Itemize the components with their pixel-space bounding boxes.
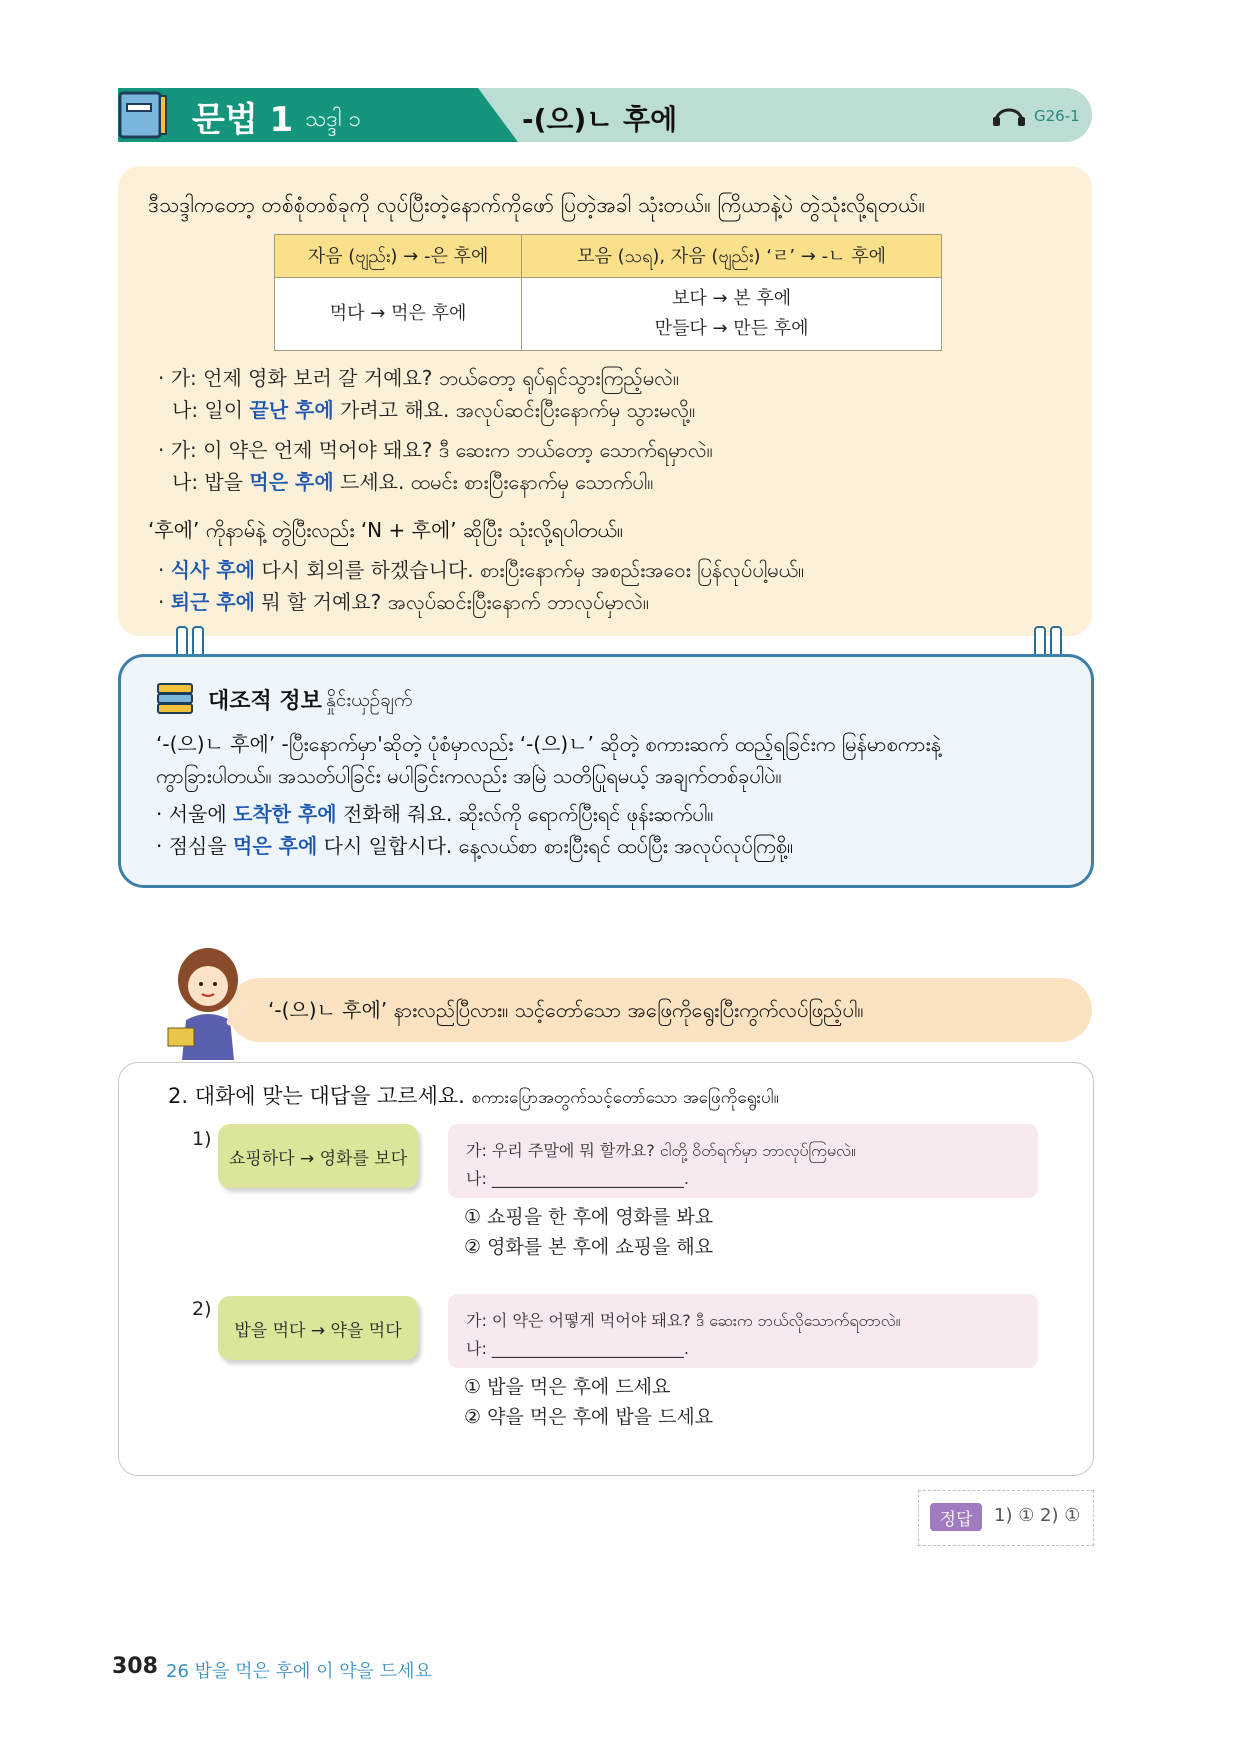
dialogue-line-a: 가: 이 약은 어떻게 먹어야 돼요? ဒီ ဆေးက ဘယ်လိုသောက်ရတာလဲ။ bbox=[466, 1311, 901, 1330]
noun-usage-note: ‘후에’ ကိုနာမ်နဲ့ တွဲပြီးလည်း ‘N + 후에’ ဆိုပြီး သုံးလို့ရပါတယ်။ bbox=[148, 518, 623, 542]
info-title: 대조적 정보 bbox=[208, 689, 322, 714]
example-line-b: 나: 밥을 먹은 후에 드세요. ထမင်း စားပြီးနောက်မှ သောက်ပါ။ bbox=[172, 470, 654, 494]
options bbox=[464, 1372, 713, 1432]
conjugation-table bbox=[274, 234, 942, 351]
table-example: 보다 → 본 후에 bbox=[671, 288, 792, 309]
question-number: 1) bbox=[192, 1128, 212, 1150]
exercise-title: 2. 대화에 맞는 대답을 고르세요. စကားပြောအတွက်သင့်တော်သော အဖြေကိုရွေးပါ။ bbox=[168, 1084, 779, 1108]
books-stack-icon bbox=[156, 682, 196, 716]
grammar-intro: ဒီသဒ္ဒါကတော့ တစ်စုံတစ်ခုကို လုပ်ပြီးတဲ့နောက်ကိုဖော် ပြတဲ့အခါ သုံးတယ်။ ကြိယာနဲ့ပဲ တွဲသုံးလို့ရတယ်။ bbox=[148, 193, 926, 217]
table-example: 먹다 → 먹은 후에 bbox=[329, 303, 467, 324]
example-1 bbox=[158, 362, 695, 426]
answer-values: 1) ① 2) ① bbox=[994, 1505, 1081, 1526]
info-text-line: ကွာခြားပါတယ်။ အသတ်ပါခြင်း မပါခြင်းကလည်း အမြဲ သတိပြုရမယ့် အချက်တစ်ခုပါပဲ။ bbox=[156, 764, 782, 788]
headphone-icon[interactable] bbox=[992, 100, 1026, 128]
question-number: 2) bbox=[192, 1298, 212, 1320]
section-title: 문법 1 bbox=[192, 100, 294, 140]
info-example: · 점심을 먹은 후에 다시 일합시다. နေ့လယ်စာ စားပြီးရင် ထပ်ပြီး အလုပ်လုပ်ကြစို့။ bbox=[156, 834, 794, 858]
example-line-a: · 가: 언제 영화 보러 갈 거예요? ဘယ်တော့ ရုပ်ရှင်သွားကြည့်မလဲ။ bbox=[158, 366, 679, 390]
info-text bbox=[156, 728, 1056, 862]
answer-blank[interactable]: 나: ________________________. bbox=[466, 1169, 690, 1188]
lesson-title: 26 밥을 먹은 후에 이 약을 드세요 bbox=[166, 1661, 432, 1682]
info-text-line: ‘-(으)ㄴ 후에’ -ပြီးနောက်မှာ'ဆိုတဲ့ ပုံစံမှာလည်း ‘-(으)ㄴ’ ဆိုတဲ့ စကားဆက် ထည့်ရခြင်းက မြန်မာစကားနဲ့ bbox=[156, 732, 941, 756]
highlight: 먹은 후에 bbox=[249, 470, 334, 494]
dialogue-box bbox=[448, 1124, 1038, 1198]
option-2[interactable]: ② 약을 먹은 후에 밥을 드세요 bbox=[464, 1406, 714, 1428]
table-cell-vowel bbox=[522, 278, 942, 351]
answer-blank[interactable]: 나: ________________________. bbox=[466, 1339, 690, 1358]
section-title-my: သဒ္ဒါ ၁ bbox=[305, 107, 361, 132]
table-example: 만들다 → 만든 후에 bbox=[654, 318, 809, 339]
option-2[interactable]: ② 영화를 본 후에 쇼핑을 해요 bbox=[464, 1236, 714, 1258]
example-2 bbox=[158, 434, 713, 498]
example-line-b: 나: 일이 끝난 후에 가려고 해요. အလုပ်ဆင်းပြီးနောက်မှ သွားမလို့။ bbox=[172, 398, 696, 422]
book-icon bbox=[118, 90, 170, 140]
dialogue-line-a: 가: 우리 주말에 뭐 할까요? ငါတို့ ဝိတ်ရက်မှာ ဘာလုပ်ကြမလဲ။ bbox=[466, 1141, 856, 1160]
options bbox=[464, 1202, 713, 1262]
dialogue-box bbox=[448, 1294, 1038, 1368]
highlight: 끝난 후에 bbox=[249, 398, 334, 422]
info-example: · 서울에 도착한 후에 전화해 줘요. ဆိုးလ်ကို ရောက်ပြီးရင် ဖုန်းဆက်ပါ။ bbox=[156, 802, 714, 826]
cue-card: 쇼핑하다 → 영화를 보다 bbox=[218, 1124, 418, 1188]
noun-example: · 식사 후에 다시 회의를 하겠습니다. စားပြီးနောက်မှ အစည်းအဝေး ပြန်လုပ်ပါ့မယ်။ bbox=[158, 558, 805, 582]
grammar-pattern: -(으)ㄴ 후에 bbox=[522, 103, 678, 136]
example-line-a: · 가: 이 약은 언제 먹어야 돼요? ဒီ ဆေးက ဘယ်တော့ သောက်ရမှာလဲ။ bbox=[158, 438, 713, 462]
teacher-illustration bbox=[160, 942, 260, 1062]
cue-card: 밥을 먹다 → 약을 먹다 bbox=[218, 1296, 418, 1360]
table-cell-consonant bbox=[275, 278, 522, 351]
answer-label: 정답 bbox=[930, 1503, 982, 1531]
audio-track-code[interactable]: G26-1 bbox=[1034, 107, 1080, 125]
noun-examples bbox=[158, 554, 804, 618]
noun-example: · 퇴근 후에 뭐 할 거예요? အလုပ်ဆင်းပြီးနောက် ဘာလုပ်မှာလဲ။ bbox=[158, 590, 649, 614]
table-header-consonant: 자음 (ဗျည်း) → -은 후에 bbox=[275, 235, 522, 278]
prompt-text: ‘-(으)ㄴ 후에’ နားလည်ပြီလား။ သင့်တော်သော အဖြေကိုရွေးပြီးကွက်လပ်ဖြည့်ပါ။ bbox=[268, 998, 864, 1022]
info-title-my: နှိုင်းယှဉ်ချက် bbox=[326, 689, 413, 711]
table-header-vowel: 모음 (သရ), 자음 (ဗျည်း) ‘ㄹ’ → -ㄴ 후에 bbox=[522, 235, 942, 278]
option-1[interactable]: ① 쇼핑을 한 후에 영화를 봐요 bbox=[464, 1206, 714, 1228]
page-number: 308 bbox=[112, 1654, 158, 1679]
option-1[interactable]: ① 밥을 먹은 후에 드세요 bbox=[464, 1376, 671, 1398]
